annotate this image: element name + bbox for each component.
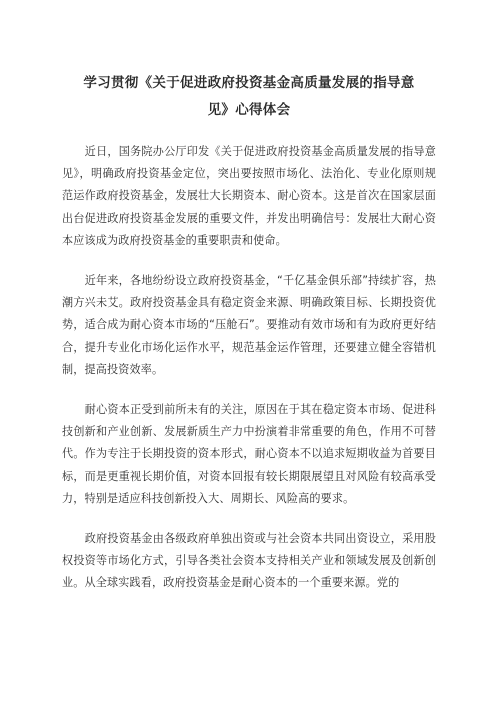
document-title (62, 70, 436, 124)
body-paragraph: 耐心资本正受到前所未有的关注，原因在于其在稳定资本市场、促进科技创新和产业创新、发展新质生产力中扮演着非常重要的角色，作用不可替代。作为专注于长期投资的资本形式，耐心资本不以追求短期收益为首要目标，而是更重视长期价值，对资本回报有较长期限展望且对风险有较高承受力，特别是适应科技创新投入大、周期长、风险高的要求。 (62, 403, 436, 505)
body-paragraph: 近年来，各地纷纷设立政府投资基金，“千亿基金俱乐部”持续扩容，热潮方兴未艾。政府投资基金具有稳定资金来源、明确政策目标、长期投资优势，适合成为耐心资本市场的“压舱石”。要推动有效市场和有为政府更好结合，提升专业化市场化运作水平，规范基金运作管理，还要建立健全容错机制，提高投资效率。 (62, 274, 436, 376)
body-paragraph: 近日，国务院办公厅印发《关于促进政府投资基金高质量发展的指导意见》，明确政府投资基金定位，突出要按照市场化、法治化、专业化原则规范运作政府投资基金，发展壮大长期资本、耐心资本。这是首次在国家层面出台促进政府投资基金发展的重要文件，并发出明确信号：发展壮大耐心资本应该成为政府投资基金的重要职责和使命。 (62, 145, 436, 247)
document-title-line-2: 见》心得体会 (207, 102, 291, 118)
document-title-line-1: 学习贯彻《关于促进政府投资基金高质量发展的指导意 (83, 75, 415, 91)
body-paragraph: 政府投资基金由各级政府单独出资或与社会资本共同出资设立，采用股权投资等市场化方式，引导各类社会资本支持相关产业和领域发展及创新创业。从全球实践看，政府投资基金是耐心资本的一个重要来源。党的 (62, 532, 436, 590)
